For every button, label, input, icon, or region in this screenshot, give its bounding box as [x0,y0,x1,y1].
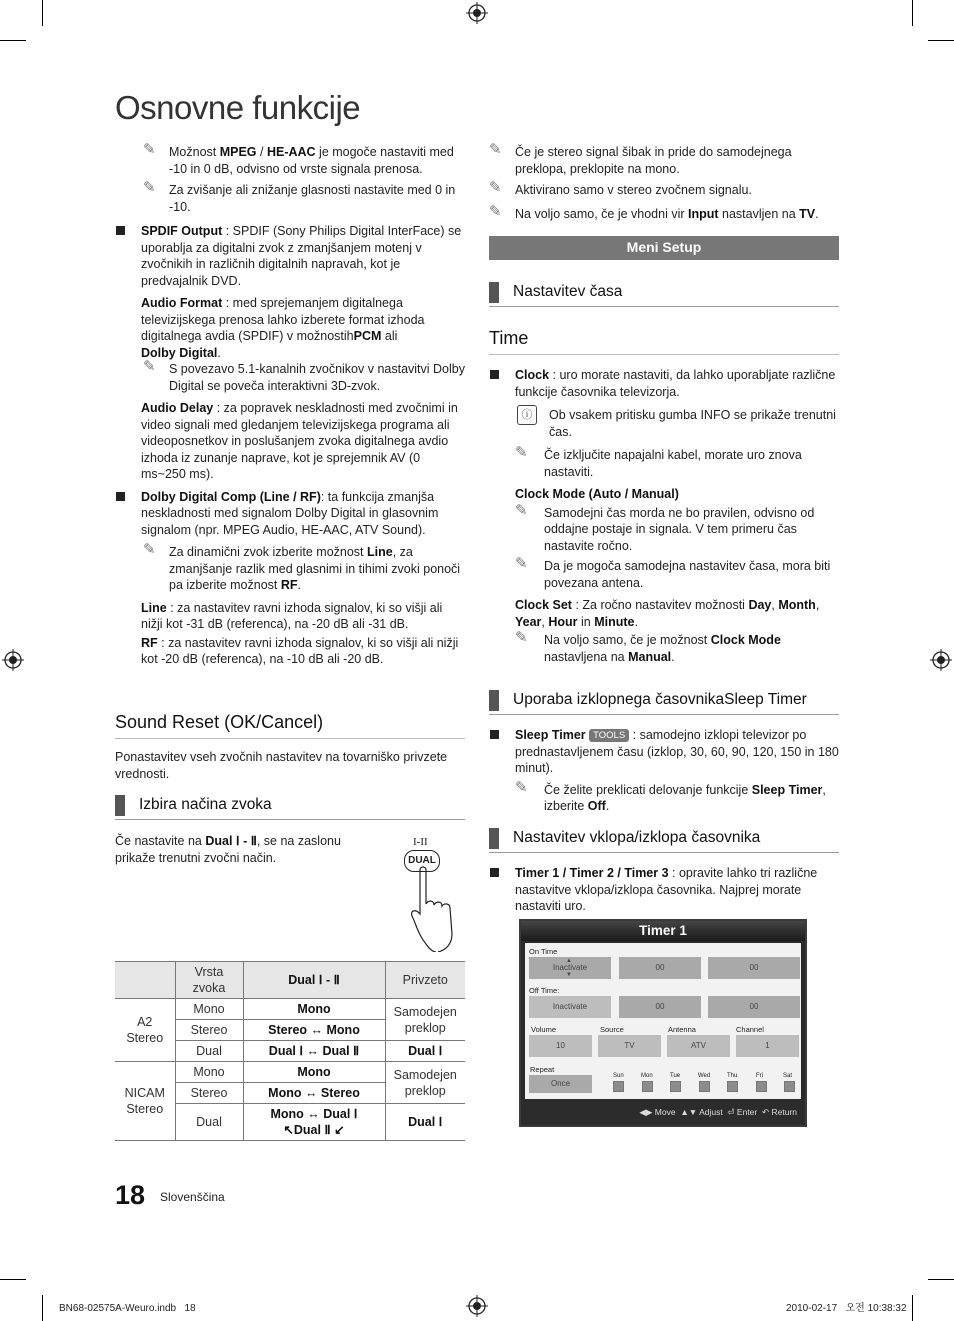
day-checkbox[interactable] [613,1081,624,1092]
izbira-text: Če nastavite na Dual Ⅰ - Ⅱ, se na zaslonu prikaže trenutni zvočni način. [115,834,341,865]
audio-delay-item: Audio Delay : za popravek neskladnosti med zvočnimi in video signali med gledanjem televizijskega programa ali videoposnetkov in poslušanjem zvoka digitalnega avdio izhoda iz zunanje naprave, kot je sprejemnik AV (0 ms~250 ms). [141,401,458,481]
note-pencil-icon: ✎ [515,555,528,572]
day-label: Sat [783,1073,793,1079]
note-pencil-icon: ✎ [489,202,502,220]
time-heading: Time [489,327,839,355]
note-power-cable: ✎ Če izključite napajalni kabel, morate uro znova nastaviti. [515,444,802,479]
off-time-minute-field[interactable]: 00 [708,996,800,1018]
return-icon: ↶ [761,1107,770,1117]
source-label: Source [600,1025,624,1034]
dolby-digital-comp-item: Dolby Digital Comp (Line / RF): ta funkcija zmanjša neskladnosti med signalom Dolby Digital in glasovnim signalom (npr. MPEG Audio, HE-AAC, ATV Sound). [115,489,465,539]
sound-reset-text: Ponastavitev vseh zvočnih nastavitev na tovarniško privzete vrednosti. [115,750,448,781]
enter-icon: ⏎ [727,1107,735,1117]
sound-reset-heading: Sound Reset (OK/Cancel) [115,711,465,739]
sleep-timer-section [489,690,839,820]
nastavitev-casa-heading: Nastavitev časa [489,282,839,307]
off-time-label: Off Time: [529,986,560,995]
table-row: Stereo Stereo ↔ Mono [115,1020,465,1041]
menu-setup-bar: Meni Setup [489,236,839,260]
repeat-label: Repeat [530,1065,555,1074]
info-note-icon: ⓘ [517,405,537,425]
table-row: Dual Mono ↔ Dual Ⅰ ↖Dual Ⅱ ↙ Dual Ⅰ [115,1104,465,1141]
note-pencil-icon: ✎ [515,778,528,796]
adjust-arrows-icon: ▲▼ [680,1107,698,1117]
move-arrows-icon: ◀▶ [639,1107,653,1117]
sleep-timer-item: Sleep Timer TOOLS : samodejno izklopi televizor po prednastavljenem času (izklop, 30, 60, 90, 120, 150 in 180 minut). [489,727,839,777]
antenna-label: Antenna [668,1025,696,1034]
note-pencil-icon: ✎ [515,501,528,519]
day-checkbox[interactable] [670,1081,681,1092]
timer-osd-screen [519,919,807,1127]
note-stereo-only: ✎ Aktivirano samo v stereo zvočnem signalu. [489,179,752,197]
crop-mark [928,1279,954,1280]
timer-osd-footer: ◀▶ Move ▲▼ Adjust ⏎ Enter ↶ Return [521,1099,805,1125]
day-checkbox[interactable] [756,1081,767,1092]
note-pencil-icon: ✎ [515,444,528,461]
note-dynamic-sound: ✎ Za dinamični zvok izberite možnost Line, za zmanjšanje razlik med glasnimi in tihimi zvoki ponoči pa izberite možnost RF. [143,541,461,592]
hand-pointer-icon [406,864,466,952]
registration-mark-icon [2,649,24,671]
day-checkbox[interactable] [699,1081,710,1092]
table-row: Stereo Mono ↔ Stereo [115,1083,465,1104]
timer-item: Timer 1 / Timer 2 / Timer 3 : opravite lahko tri različne nastavitve vklopa/izklopa časovnika. Najprej morate nastaviti uro. [489,865,839,915]
table-row: NICAM Stereo Mono Mono Samodejen preklop [115,1062,465,1083]
left-column [115,141,465,674]
channel-label: Channel [736,1025,764,1034]
day-checkbox[interactable] [642,1081,653,1092]
timer-osd-panel [525,943,801,1099]
timer-heading: Nastavitev vklopa/izklopa časovnika [489,828,839,853]
date-slug: 2010-02-17 오전 10:38:32 [786,1303,907,1314]
note-volume: ✎ Za zvišanje ali znižanje glasnosti nastavite med 0 in -10. [143,179,456,214]
crop-mark [42,0,43,26]
note-mpeg: ✎ Možnost MPEG / HE-AAC je mogoče nastaviti med -10 in 0 dB, odvisno od vrste signala prenosa. [143,141,454,176]
file-slug: BN68-02575A-Weuro.indb 18 [59,1303,196,1314]
note-stereo-weak: ✎ Če je stereo signal šibak in pride do samodejnega preklopa, preklopite na mono. [489,141,792,176]
volume-label: Volume [531,1025,557,1034]
registration-mark-icon [930,649,952,671]
bullet-square-icon [116,226,125,235]
note-info: ⓘ Ob vsakem pritisku gumba INFO se prikaže trenutni čas. [489,405,839,440]
registration-mark-icon [466,1295,488,1317]
day-label: Mon [641,1073,653,1079]
on-time-label: On Time [529,947,558,956]
line-item: Line : za nastavitev ravni izhoda signalov, ki so višji ali nižji kot -31 dB (referenca), na -20 dB ali -31 dB. [141,600,443,631]
crop-mark [928,40,954,41]
spdif-output-item: SPDIF Output : SPDIF (Sony Philips Digital InterFace) se uporablja za digitalni zvok z zmanjšanjem motenj v zvočnikih in različnih digitalnih napravah, kot je predvajalnik DVD. [115,223,465,289]
day-checkbox[interactable] [727,1081,738,1092]
day-label: Sun [613,1073,624,1079]
off-time-activation-select[interactable]: Inactivate [529,996,611,1018]
dual-button-icon: DUAL [404,850,440,872]
note-pencil-icon: ✎ [143,358,156,375]
repeat-field[interactable]: Once [529,1075,592,1093]
dual-remote-illustration [396,834,466,952]
clock-mode-label: Clock Mode (Auto / Manual) [515,487,679,501]
note-pencil-icon: ✎ [489,179,502,196]
note-pencil-icon: ✎ [515,629,528,646]
bullet-square-icon [116,492,125,501]
bullet-square-icon [490,370,499,379]
crop-mark [912,0,913,26]
note-clock-mode-2: ✎ Da je mogoča samodejna nastavitev časa, mora biti povezana antena. [515,555,831,590]
note-pencil-icon: ✎ [143,141,156,158]
note-pencil-icon: ✎ [489,141,502,158]
bullet-square-icon [490,730,499,739]
right-column [489,141,839,670]
audio-format-item: Audio Format : med sprejemanjem digitalnega televizijskega prenosa lahko izberete format izhoda digitalnega avdia (SPDIF) v možnostihPCM ali Dolby Digital. [141,296,425,360]
note-pencil-icon: ✎ [143,541,156,558]
registration-mark-icon [466,2,488,24]
crop-mark [912,1295,913,1321]
clock-set-item: Clock Set : Za ročno nastavitev možnosti Day, Month, Year, Hour in Minute. [515,598,820,629]
day-label: Wed [698,1073,711,1079]
day-label: Thu [727,1073,738,1079]
timer-osd-title: Timer 1 [521,921,805,941]
crop-mark [0,40,26,41]
note-sleep-timer: ✎ Če želite preklicati delovanje funkcije Sleep Timer, izberite Off. [515,778,826,813]
table-row: Dual Dual Ⅰ ↔ Dual Ⅱ Dual Ⅰ [115,1041,465,1062]
clock-item: Clock : uro morate nastaviti, da lahko uporabljate različne funkcije časovnika televizorja. [489,367,839,400]
note-input-tv: ✎ Na voljo samo, če je vhodni vir Input nastavljen na TV. [489,202,819,221]
volume-field[interactable]: 10 [529,1035,592,1057]
page-title: Osnovne funkcije [115,89,361,126]
tools-button-icon: TOOLS [589,729,629,742]
source-field[interactable]: TV [598,1035,661,1057]
on-time-activation-select[interactable]: Inactivate ▲ ▼ [529,957,611,979]
table-row: A2 Stereo Mono Mono Samodejen preklop [115,999,465,1020]
rf-item: RF : za nastavitev ravni izhoda signalov, ki so višji ali nižji kot -20 dB (referenca), na -10 dB ali -20 dB. [141,635,459,666]
izbira-section [115,795,465,830]
arrow-up-icon: ▲ [566,958,572,964]
crop-mark [42,1295,43,1321]
day-checkbox[interactable] [784,1081,795,1092]
on-time-minute-field[interactable]: 00 [708,957,800,979]
day-label: Tue [670,1073,681,1079]
note-clock-set: ✎ Na voljo samo, če je možnost Clock Mode nastavljena na Manual. [515,629,781,664]
note-3d-sound: ✎ S povezavo 5.1-kanalnih zvočnikov v nastavitvi Dolby Digital se poveča interaktivni 3D-zvok. [143,358,465,393]
on-time-hour-field[interactable]: 00 [619,957,701,979]
sleep-timer-heading: Uporaba izklopnega časovnikaSleep Timer [489,690,839,715]
dual-label-top: I-II [413,836,428,848]
izbira-heading: Izbira načina zvoka [115,795,465,820]
note-pencil-icon: ✎ [143,179,156,196]
table-header-row: Vrsta zvoka Dual Ⅰ - Ⅱ Privzeto [115,962,465,999]
timer-section [489,828,839,921]
page-number: 18 [115,1180,146,1210]
arrow-down-icon: ▼ [566,972,572,978]
crop-mark [0,1279,26,1280]
dual-mode-table [115,961,465,1141]
note-clock-mode-1: ✎ Samodejni čas morda ne bo pravilen, odvisno od oddajne postaje in signala. V tem primeru čas nastavite ročno. [515,501,815,553]
bullet-square-icon [490,868,499,877]
day-label: Fri [756,1073,763,1079]
antenna-field[interactable]: ATV [667,1035,730,1057]
sound-reset-section [115,711,465,782]
language-label: Slovenščina [160,1190,225,1204]
channel-field[interactable]: 1 [736,1035,799,1057]
off-time-hour-field[interactable]: 00 [619,996,701,1018]
